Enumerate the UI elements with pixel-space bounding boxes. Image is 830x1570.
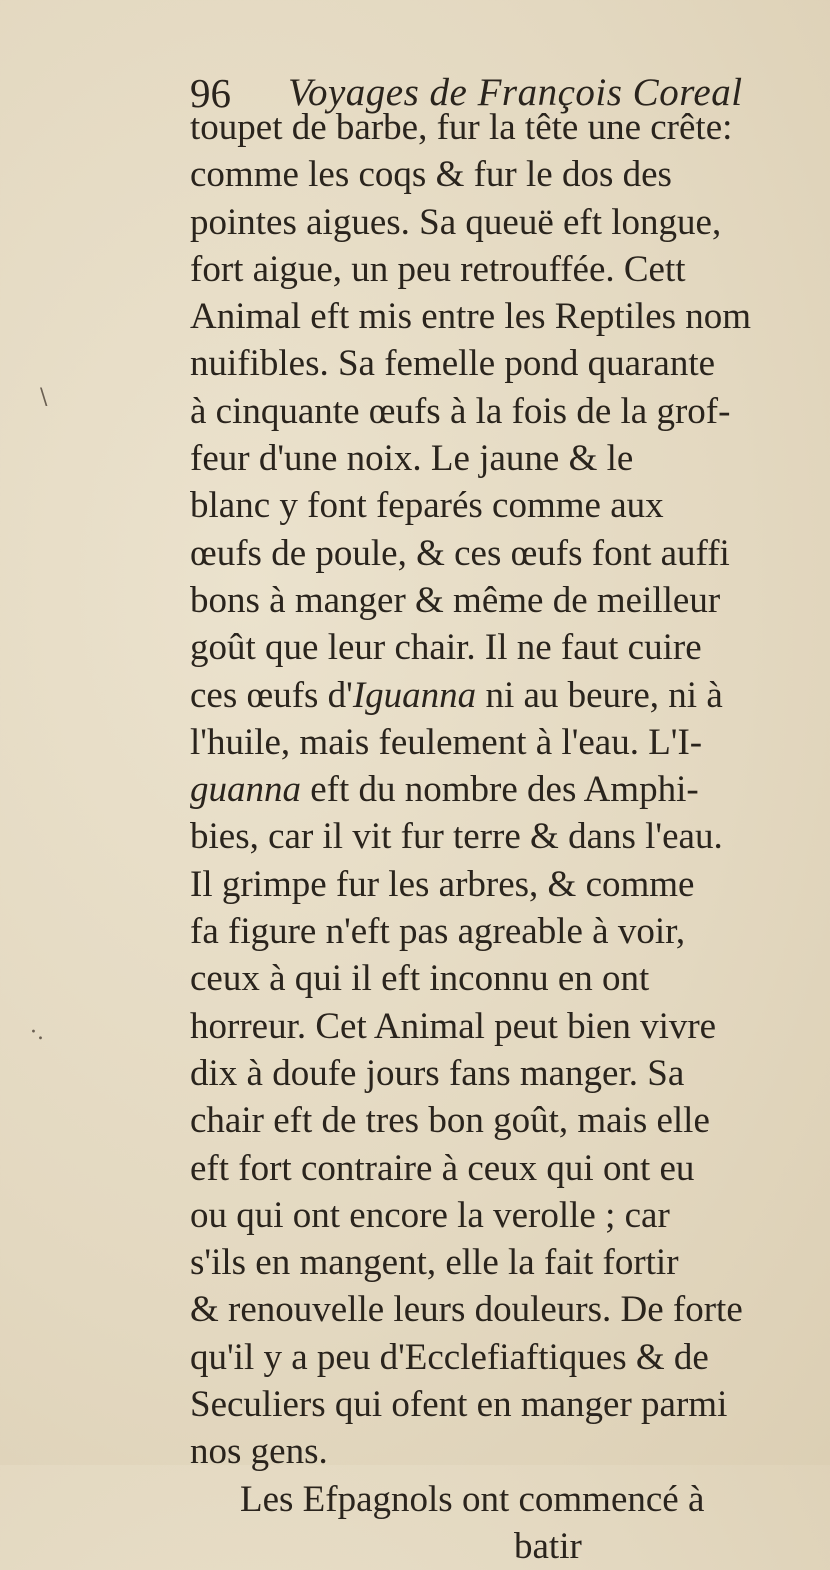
text-line: Les Efpagnols ont commencé à [240, 1478, 705, 1520]
margin-mark: \ [40, 385, 48, 410]
text-line: eft fort contraire à ceux qui ont eu [190, 1147, 695, 1189]
text-line: pointes aigues. Sa queuë eft longue, [190, 201, 722, 243]
text-line: Seculiers qui ofent en manger parmi [190, 1384, 728, 1426]
text-line: horreur. Cet Animal peut bien vivre [190, 1005, 717, 1047]
italic-word: Iguanna [352, 674, 477, 716]
page-number: 96 [190, 70, 231, 116]
body-text [190, 104, 830, 1570]
text-line: & renouvelle leurs douleurs. De forte [190, 1289, 743, 1331]
text-line: fort aigue, un peu retrouffée. Cett [190, 248, 686, 290]
italic-word: guanna [190, 769, 301, 811]
text-line: bies, car il vit fur terre & dans l'eau. [190, 816, 723, 858]
text-line: qu'il y a peu d'Ecclefiaftiques & de [190, 1336, 709, 1378]
text-line: feur d'une noix. Le jaune & le [190, 438, 634, 480]
text-segment: eft du nombre des Amphi- [301, 769, 699, 811]
text-line: Il grimpe fur les arbres, & comme [190, 863, 695, 905]
text-line: bons à manger & même de meilleur [190, 579, 721, 621]
text-line: à cinquante œufs à la fois de la grof- [190, 390, 731, 432]
text-line: ceux à qui il eft inconnu en ont [190, 958, 650, 1000]
text-segment: ces œufs d' [190, 674, 353, 716]
text-line: comme les coqs & fur le dos des [190, 154, 672, 196]
text-line: nos gens. [190, 1431, 328, 1473]
text-line: s'ils en mangent, elle la fait fortir [190, 1242, 679, 1284]
text-segment: ni au beure, ni à [476, 674, 723, 716]
running-title: Voyages de François Coreal [288, 71, 743, 114]
text-line: goût que leur chair. Il ne faut cuire [190, 627, 702, 669]
text-line: dix à doufe jours fans manger. Sa [190, 1052, 685, 1094]
text-line: nuifibles. Sa femelle pond quarante [190, 343, 716, 385]
text-line: ou qui ont encore la verolle ; car [190, 1194, 670, 1236]
text-line: œufs de poule, & ces œufs font auffi [190, 532, 730, 574]
text-line [190, 672, 830, 719]
text-line: l'huile, mais feulement à l'eau. L'I- [190, 721, 703, 763]
text-line [190, 766, 830, 813]
text-line: Animal eft mis entre les Reptiles nom [190, 296, 752, 338]
text-line: chair eft de tres bon goût, mais elle [190, 1100, 710, 1142]
margin-mark: ·. [30, 1020, 44, 1045]
text-line: toupet de barbe, fur la tête une crête: [190, 107, 733, 148]
catchword: batir [514, 1525, 582, 1567]
text-line: fa figure n'eft pas agreable à voir, [190, 911, 686, 953]
text-line: blanc y font feparés comme aux [190, 485, 664, 527]
